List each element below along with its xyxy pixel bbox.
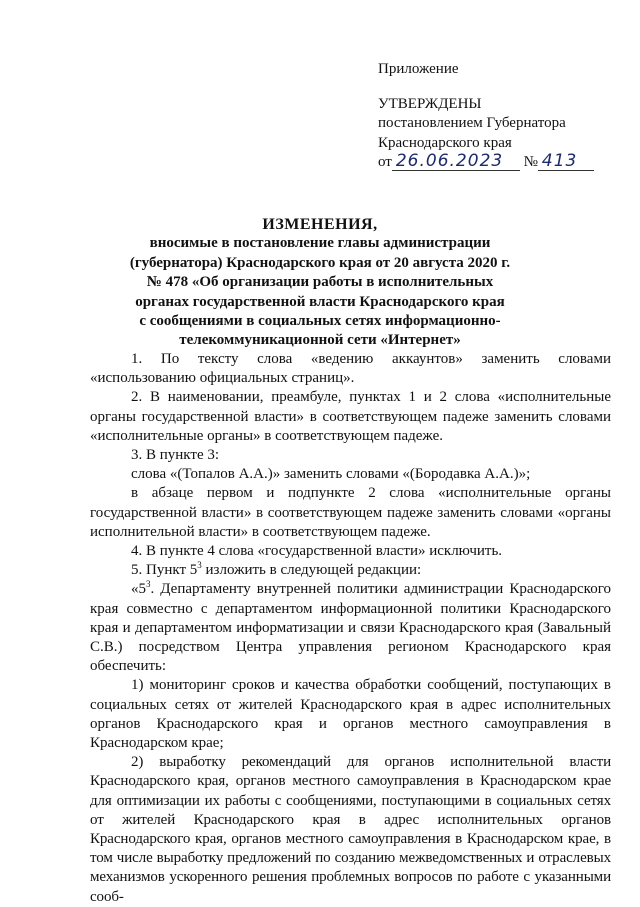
paragraph-5 — [90, 561, 611, 580]
paragraph-1: 1. По тексту слова «ведению аккаунтов» заменить словами «использованию официальных страниц». — [90, 351, 611, 387]
approved-label: УТВЕРЖДЕНЫ — [378, 95, 482, 112]
date-field — [392, 153, 520, 171]
paragraph-4: 4. В пункте 4 слова «государственной власти» исключить. — [131, 543, 503, 560]
paragraph-6-text-end: . Департаменту внутренней политики администрации Краснодарского края совместно с департаментом информационной политики Краснодарского края и департаментом информатизации и связи Краснодарского края (Завальный С.В.) посредством Центра управления регионом Краснодарского края обеспечить: — [90, 581, 611, 675]
paragraph-3b: в абзаце первом и подпункте 2 слова «исполнительные органы государственной власти» в соответствующем падеже заменить словами «органы исполнительной власти» в соответствующем падеже. — [90, 485, 611, 540]
superscript: 3 — [146, 579, 151, 590]
title-line: с сообщениями в социальных сетях информационно- — [139, 313, 501, 330]
paragraph-5-text: 5. Пункт 5 — [131, 562, 198, 579]
handwritten-number: 413 — [541, 151, 578, 171]
paragraph-5-text-end: изложить в следующей редакции: — [201, 562, 422, 579]
title-line: (губернатора) Краснодарского края от 20 августа 2020 г. — [129, 254, 511, 271]
title-line: № 478 «Об организации работы в исполнительных — [146, 274, 494, 291]
number-field — [538, 153, 594, 171]
document-title — [96, 215, 544, 351]
number-sign: № — [523, 154, 538, 170]
approved-region-line: Краснодарского края — [378, 134, 512, 151]
title-line: вносимые в постановление главы администрации — [149, 235, 491, 252]
approval-stamp — [378, 60, 628, 175]
paragraph-8: 2) выработку рекомендаций для органов исполнительной власти Краснодарского края, органов местного самоуправления в Краснодарском крае для оптимизации их работы с сообщениями, поступающими в социальных сетях от жителей Краснодарского края в адрес исполнительных органов Краснодарского края, органов местного самоуправления в Краснодарском крае, в том числе выработку предложений по созданию межведомственных и отраслевых механизмов ускоренного решения проблемных вопросов по работе с указанными сооб- — [90, 754, 611, 905]
paragraph-7: 1) мониторинг сроков и качества обработки сообщений, поступающих в социальных сетях от жителей Краснодарского края в адрес исполнительных органов Краснодарского края и органов местного самоуправления в Краснодарском крае; — [90, 677, 611, 752]
handwritten-date: 26.06.2023 — [395, 151, 504, 171]
superscript: 3 — [197, 560, 202, 571]
paragraph-3: 3. В пункте 3: — [131, 447, 220, 464]
paragraph-2: 2. В наименовании, преамбуле, пунктах 1 и 2 слова «исполнительные органы государственной власти» в соответствующем падеже заменить словами «исполнительные органы» в соответствующем падеже. — [90, 389, 611, 444]
from-prefix: от — [378, 154, 392, 170]
paragraph-3a: слова «(Топалов А.А.)» заменить словами «(Бородавка А.А.)»; — [131, 466, 531, 483]
title-line: телекоммуникационной сети «Интернет» — [179, 332, 461, 349]
paragraph-6 — [90, 580, 611, 676]
date-number-line — [378, 153, 628, 175]
paragraph-6-text: «5 — [131, 581, 146, 598]
title-heading: ИЗМЕНЕНИЯ, — [262, 216, 378, 233]
approved-by-line: постановлением Губернатора — [378, 115, 566, 131]
document-body — [90, 350, 611, 907]
appendix-label: Приложение — [378, 61, 459, 77]
title-line: органах государственной власти Краснодарского края — [135, 293, 505, 310]
